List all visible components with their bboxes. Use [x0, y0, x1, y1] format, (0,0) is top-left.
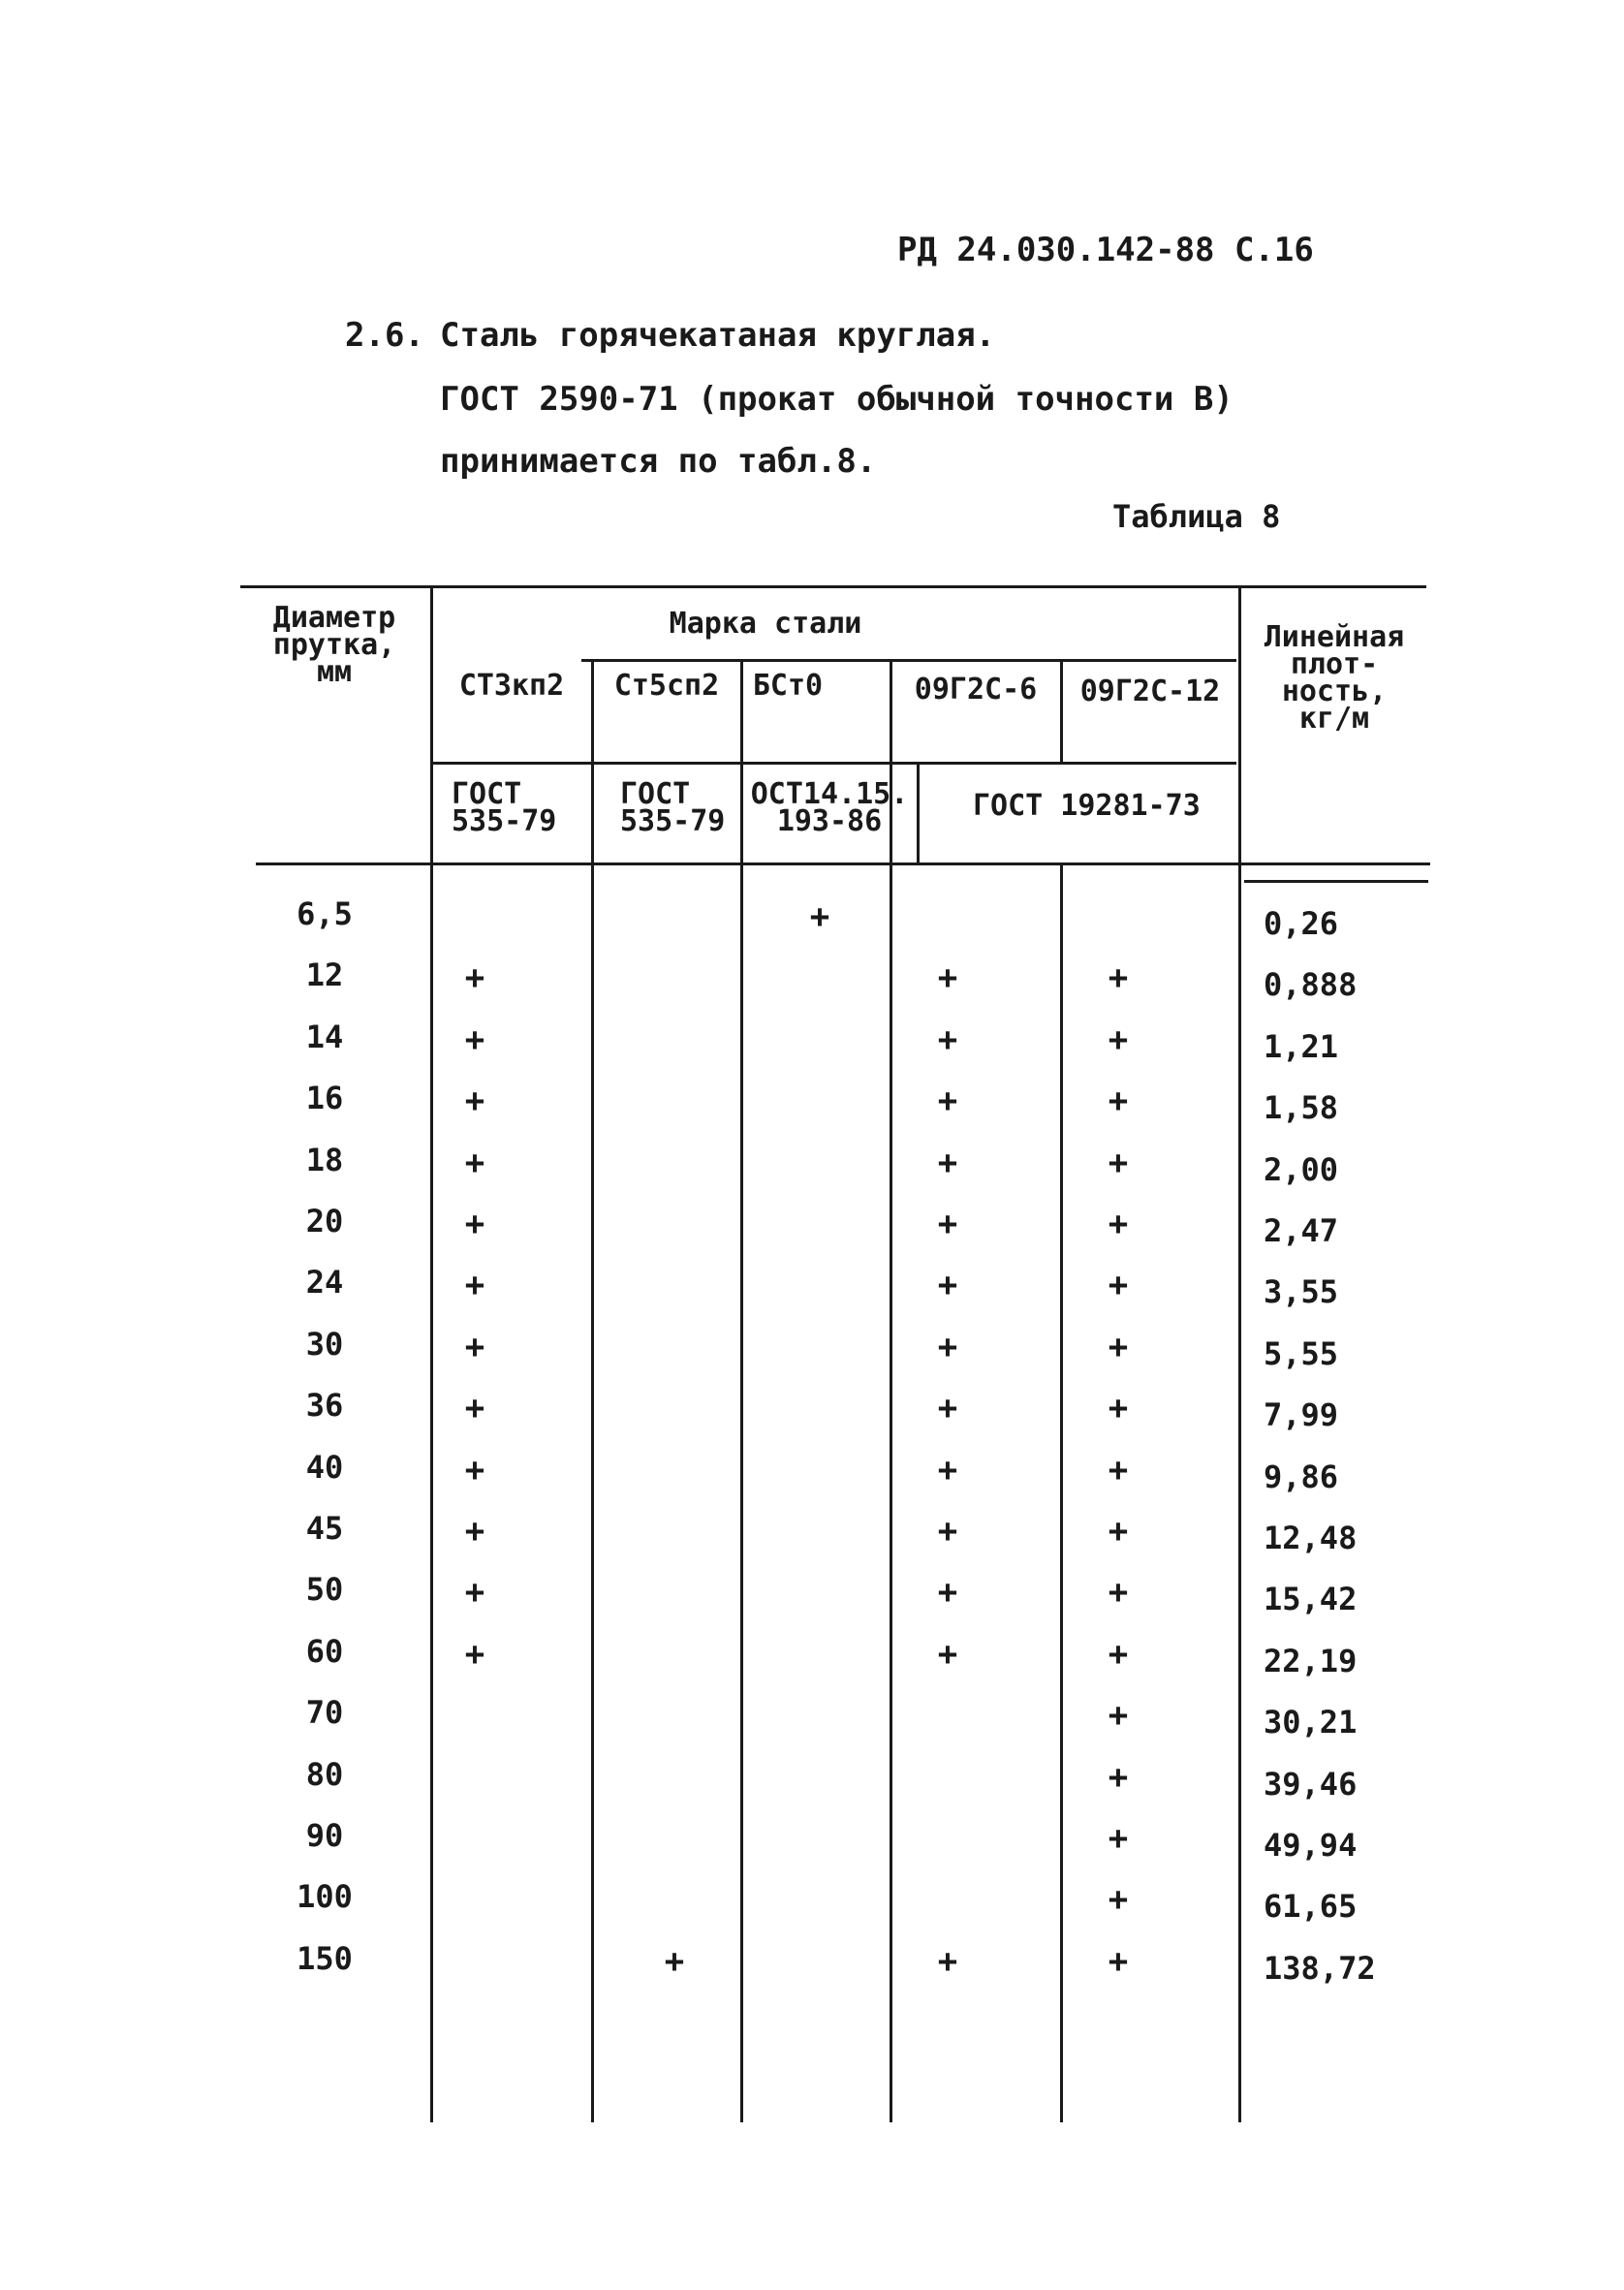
availability-mark: + [937, 1512, 958, 1551]
density-cell: 30,21 [1264, 1704, 1358, 1741]
density-cell: 3,55 [1264, 1273, 1339, 1310]
availability-mark: + [464, 1205, 485, 1243]
availability-mark: + [1108, 1942, 1129, 1981]
availability-mark: + [809, 897, 830, 936]
diameter-cell: 12 [305, 957, 344, 993]
diameter-cell: 40 [305, 1449, 344, 1486]
availability-mark: + [1108, 958, 1129, 997]
diameter-cell: 18 [305, 1142, 344, 1178]
availability-mark: + [664, 1942, 685, 1981]
availability-mark: + [937, 1020, 958, 1059]
availability-mark: + [1108, 1389, 1129, 1427]
grade-bst0: БСт0 [752, 669, 824, 703]
density-cell: 5,55 [1264, 1335, 1339, 1372]
diameter-cell: 90 [305, 1817, 344, 1854]
section-standard: ГОСТ 2590-71 (прокат обычной точности В) [440, 380, 1234, 419]
diameter-cell: 36 [305, 1387, 344, 1424]
grade-09g2s-6: 09Г2С-6 [914, 673, 1038, 706]
diameter-cell: 16 [305, 1080, 344, 1116]
document-reference: РД 24.030.142-88 С.16 [897, 231, 1314, 269]
availability-mark: + [1108, 1573, 1129, 1612]
standard-col1: ГОСТ 535-79 [452, 777, 557, 838]
availability-mark: + [1108, 1266, 1129, 1304]
availability-mark: + [1108, 1328, 1129, 1366]
density-cell: 1,21 [1264, 1028, 1339, 1065]
density-cell: 15,42 [1264, 1581, 1358, 1617]
diameter-cell: 50 [305, 1571, 344, 1608]
density-cell: 61,65 [1264, 1888, 1358, 1925]
density-cell: 0,26 [1264, 905, 1339, 942]
density-cell: 39,46 [1264, 1766, 1358, 1803]
availability-mark: + [937, 1328, 958, 1366]
availability-mark: + [464, 1451, 485, 1490]
availability-mark: + [937, 1451, 958, 1490]
section-note: принимается по табл.8. [440, 442, 877, 481]
grade-09g2s-12: 09Г2С-12 [1079, 674, 1221, 708]
section-number: 2.6. [345, 316, 424, 355]
diameter-cell: 45 [305, 1510, 344, 1547]
availability-mark: + [937, 958, 958, 997]
header-diameter: Диаметр прутка, мм [272, 601, 396, 689]
density-cell: 138,72 [1264, 1950, 1376, 1987]
availability-mark: + [464, 958, 485, 997]
diameter-cell: 150 [297, 1940, 353, 1977]
density-cell: 12,48 [1264, 1520, 1358, 1556]
availability-mark: + [937, 1573, 958, 1612]
availability-mark: + [1108, 1758, 1129, 1797]
diameter-cell: 70 [305, 1694, 344, 1731]
density-cell: 1,58 [1264, 1089, 1339, 1126]
section-title: Сталь горячекатаная круглая. [440, 316, 996, 355]
standard-col45: ГОСТ 19281-73 [973, 789, 1201, 823]
availability-mark: + [464, 1635, 485, 1674]
diameter-cell: 14 [305, 1019, 344, 1055]
density-cell: 2,00 [1264, 1151, 1339, 1188]
availability-mark: + [1108, 1512, 1129, 1551]
diameter-cell: 30 [305, 1326, 344, 1363]
availability-mark: + [464, 1144, 485, 1182]
availability-mark: + [1108, 1205, 1129, 1243]
availability-mark: + [1108, 1819, 1129, 1858]
density-cell: 2,47 [1264, 1212, 1339, 1249]
availability-mark: + [1108, 1880, 1129, 1919]
density-cell: 49,94 [1264, 1827, 1358, 1864]
density-cell: 7,99 [1264, 1396, 1339, 1433]
diameter-cell: 60 [305, 1633, 344, 1670]
availability-mark: + [464, 1082, 485, 1120]
grade-st5sp2: Ст5сп2 [613, 669, 720, 703]
diameter-cell: 24 [305, 1264, 344, 1301]
availability-mark: + [464, 1512, 485, 1551]
density-cell: 9,86 [1264, 1459, 1339, 1495]
grade-st3kp2: СТ3кп2 [458, 669, 565, 703]
availability-mark: + [1108, 1020, 1129, 1059]
availability-mark: + [937, 1082, 958, 1120]
density-cell: 0,888 [1264, 966, 1358, 1003]
availability-mark: + [1108, 1451, 1129, 1490]
availability-mark: + [464, 1389, 485, 1427]
availability-mark: + [464, 1573, 485, 1612]
availability-mark: + [1108, 1635, 1129, 1674]
availability-mark: + [937, 1144, 958, 1182]
availability-mark: + [937, 1205, 958, 1243]
availability-mark: + [1108, 1082, 1129, 1120]
diameter-cell: 100 [297, 1878, 353, 1915]
diameter-cell: 20 [305, 1203, 344, 1239]
availability-mark: + [937, 1266, 958, 1304]
availability-mark: + [937, 1635, 958, 1674]
density-cell: 22,19 [1264, 1643, 1358, 1679]
table-caption: Таблица 8 [1112, 498, 1281, 535]
diameter-cell: 80 [305, 1756, 344, 1793]
header-steel-grade: Марка стали [669, 607, 862, 641]
standard-col2: ГОСТ 535-79 [620, 777, 726, 838]
availability-mark: + [464, 1328, 485, 1366]
diameter-cell: 6,5 [297, 895, 353, 932]
standard-col3: ОСТ14.15. 193-86 [750, 777, 909, 838]
availability-mark: + [464, 1266, 485, 1304]
availability-mark: + [1108, 1144, 1129, 1182]
availability-mark: + [937, 1942, 958, 1981]
availability-mark: + [937, 1389, 958, 1427]
availability-mark: + [464, 1020, 485, 1059]
header-linear-density: Линейная плот- ность, кг/м [1264, 620, 1405, 736]
availability-mark: + [1108, 1696, 1129, 1735]
